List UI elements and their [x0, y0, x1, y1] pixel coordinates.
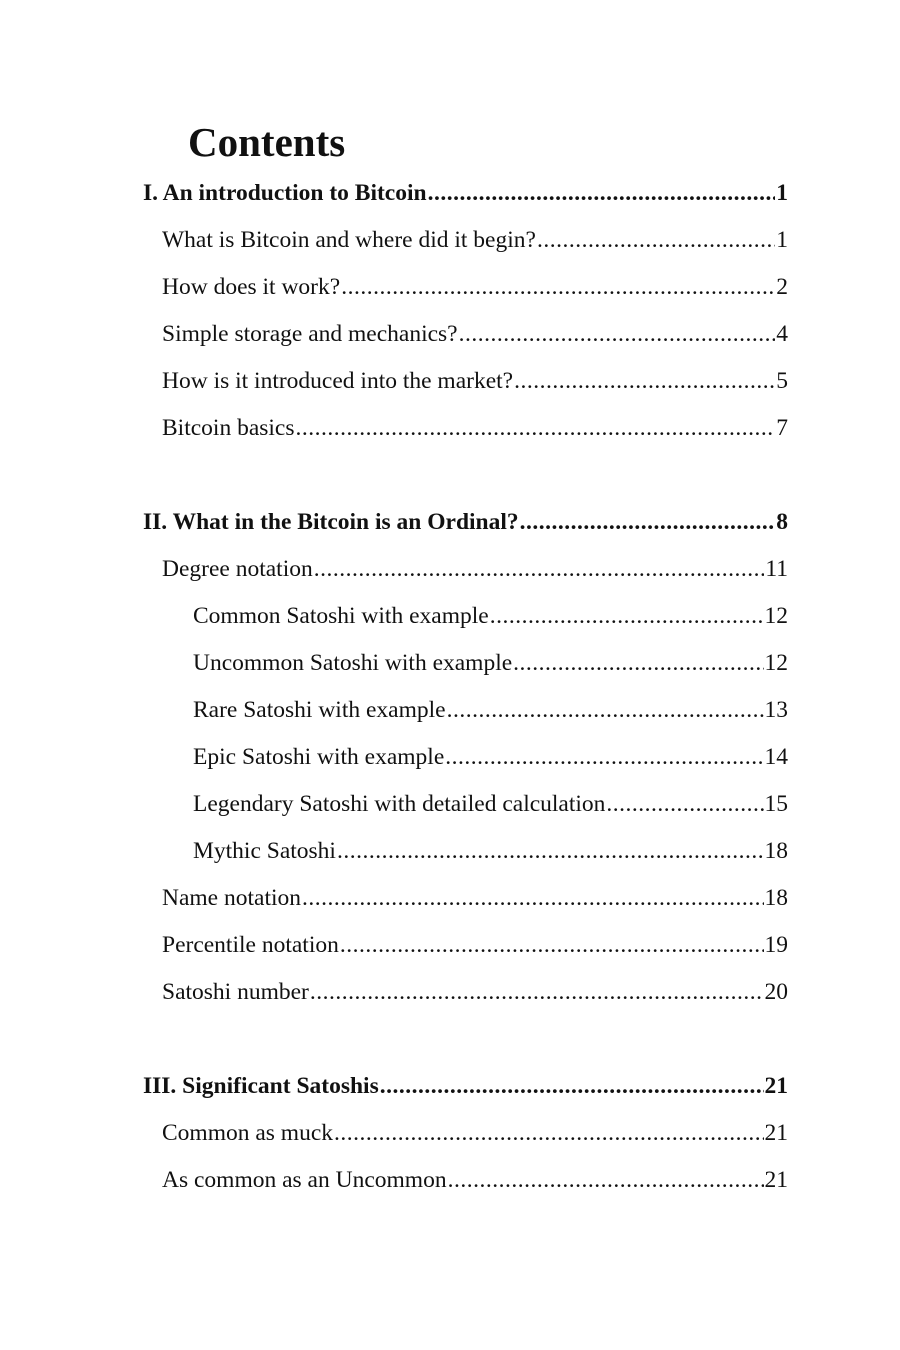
dot-leader [514, 358, 775, 405]
toc-entry-subsubsection[interactable] [143, 640, 788, 687]
toc-entry-subsection[interactable] [143, 264, 788, 311]
toc-entry-subsection[interactable] [143, 358, 788, 405]
toc-entry-page-number: 15 [764, 791, 788, 817]
dot-leader [341, 264, 775, 311]
dot-leader [490, 593, 764, 640]
toc-entry-page-number: 20 [764, 979, 788, 1005]
toc-entry-page-number: 19 [764, 932, 788, 958]
page-title: Contents [188, 119, 346, 165]
dot-leader [606, 781, 763, 828]
toc-entry-label: Satoshi number [162, 979, 309, 1005]
toc-entry-chapter[interactable] [143, 499, 788, 546]
toc-entry-page-number: 1 [776, 227, 788, 253]
toc-entry-subsection[interactable] [143, 405, 788, 452]
dot-leader [337, 828, 764, 875]
toc-entry-page-number: 12 [764, 603, 788, 629]
dot-leader [513, 640, 763, 687]
toc-section-2 [143, 499, 788, 1016]
dot-leader [447, 687, 764, 734]
toc-entry-page-number: 11 [765, 556, 788, 582]
toc-entry-subsection[interactable] [143, 1157, 788, 1204]
toc-entry-label: III. Significant Satoshis [143, 1073, 379, 1099]
toc-entry-label: How is it introduced into the market? [162, 368, 514, 394]
toc-entry-label: Mythic Satoshi [193, 838, 336, 864]
toc-entry-subsection[interactable] [143, 922, 788, 969]
toc-entry-label: I. An introduction to Bitcoin [143, 180, 427, 206]
dot-leader [314, 546, 765, 593]
toc-entry-label: What is Bitcoin and where did it begin? [162, 227, 536, 253]
toc-entry-subsubsection[interactable] [143, 687, 788, 734]
toc-entry-label: Rare Satoshi with example [193, 697, 446, 723]
dot-leader [520, 499, 776, 546]
toc-section-3 [143, 1063, 788, 1204]
toc-entry-label: Legendary Satoshi with detailed calculation [193, 791, 606, 817]
toc-entry-page-number: 18 [764, 885, 788, 911]
toc-section-1 [143, 170, 788, 452]
toc-entry-label: Degree notation [162, 556, 313, 582]
dot-leader [459, 311, 776, 358]
toc-entry-page-number: 21 [764, 1120, 788, 1146]
table-of-contents [143, 170, 788, 1204]
toc-entry-subsubsection[interactable] [143, 781, 788, 828]
dot-leader [334, 1110, 763, 1157]
toc-entry-page-number: 18 [764, 838, 788, 864]
toc-entry-label: II. What in the Bitcoin is an Ordinal? [143, 509, 519, 535]
dot-leader [302, 875, 763, 922]
toc-entry-label: Percentile notation [162, 932, 339, 958]
toc-entry-subsubsection[interactable] [143, 734, 788, 781]
toc-entry-subsection[interactable] [143, 217, 788, 264]
toc-entry-label: Bitcoin basics [162, 415, 295, 441]
toc-entry-page-number: 1 [776, 180, 788, 206]
dot-leader [340, 922, 764, 969]
toc-entry-page-number: 13 [764, 697, 788, 723]
toc-entry-subsection[interactable] [143, 1110, 788, 1157]
dot-leader [380, 1063, 764, 1110]
toc-entry-page-number: 14 [764, 744, 788, 770]
toc-entry-page-number: 8 [776, 509, 788, 535]
toc-entry-label: Epic Satoshi with example [193, 744, 445, 770]
toc-entry-subsection[interactable] [143, 969, 788, 1016]
dot-leader [310, 969, 764, 1016]
dot-leader [296, 405, 776, 452]
toc-entry-label: As common as an Uncommon [162, 1167, 447, 1193]
dot-leader [428, 170, 776, 217]
toc-entry-label: Uncommon Satoshi with example [193, 650, 513, 676]
toc-entry-label: Simple storage and mechanics? [162, 321, 458, 347]
toc-entry-page-number: 21 [764, 1167, 788, 1193]
toc-entry-label: Name notation [162, 885, 302, 911]
toc-entry-label: Common as muck [162, 1120, 334, 1146]
toc-entry-label: Common Satoshi with example [193, 603, 489, 629]
toc-entry-page-number: 7 [776, 415, 788, 441]
toc-entry-page-number: 5 [776, 368, 788, 394]
toc-entry-page-number: 2 [776, 274, 788, 300]
dot-leader [445, 734, 763, 781]
toc-entry-subsubsection[interactable] [143, 828, 788, 875]
toc-entry-subsection[interactable] [143, 546, 788, 593]
toc-entry-subsection[interactable] [143, 875, 788, 922]
toc-entry-page-number: 21 [764, 1073, 788, 1099]
toc-entry-subsubsection[interactable] [143, 593, 788, 640]
dot-leader [537, 217, 775, 264]
dot-leader [448, 1157, 764, 1204]
toc-entry-page-number: 4 [776, 321, 788, 347]
toc-entry-label: How does it work? [162, 274, 341, 300]
toc-entry-chapter[interactable] [143, 1063, 788, 1110]
toc-entry-page-number: 12 [764, 650, 788, 676]
toc-entry-subsection[interactable] [143, 311, 788, 358]
toc-entry-chapter[interactable] [143, 170, 788, 217]
